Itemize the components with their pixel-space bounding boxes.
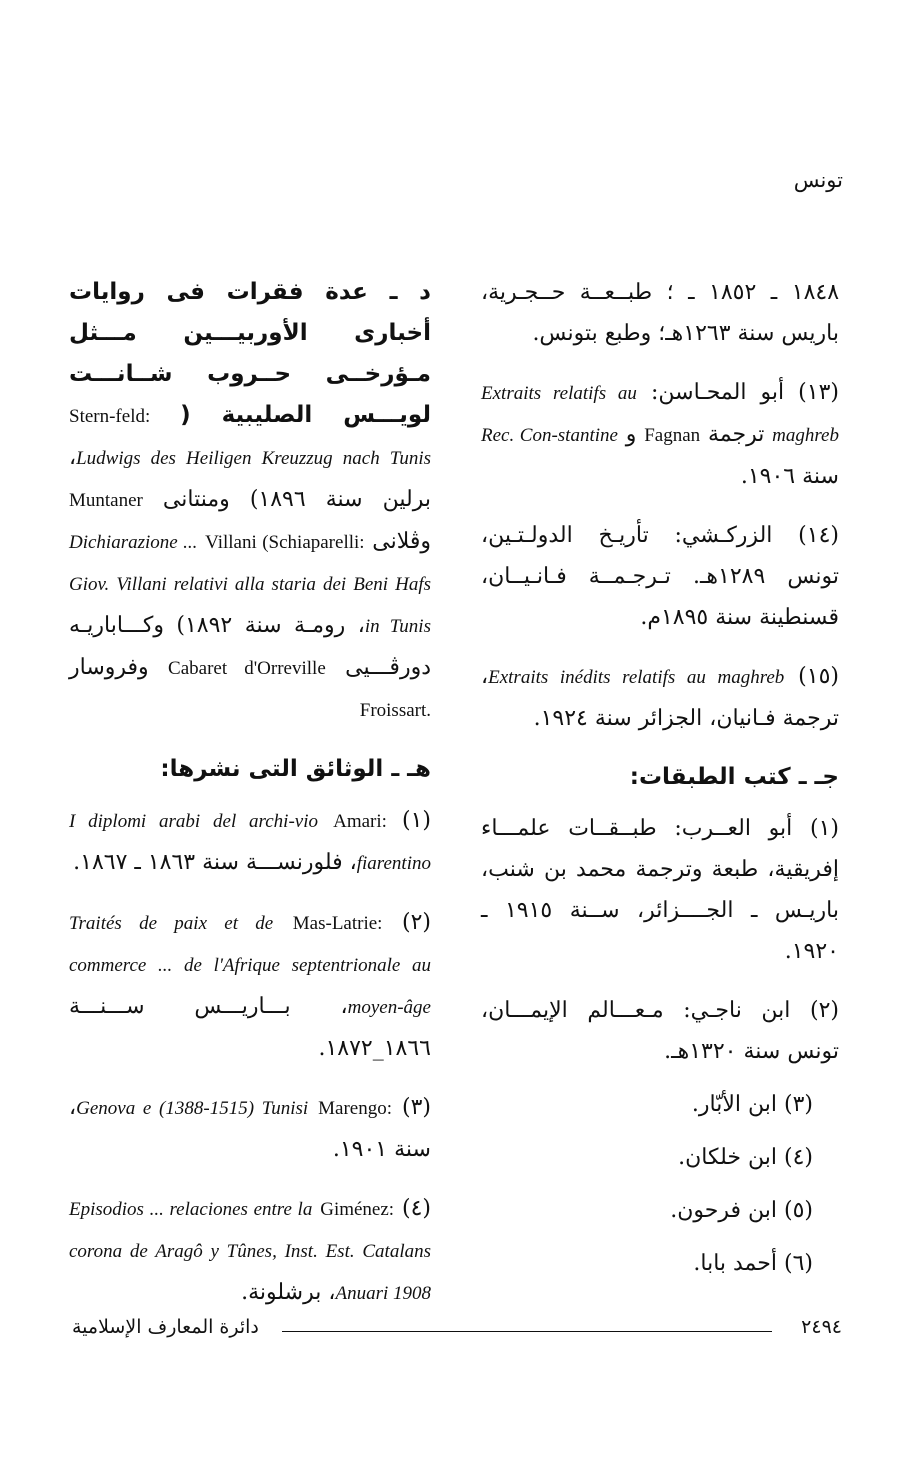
left-column bbox=[69, 272, 431, 1332]
reference-14: (١٤) الزركـشي: تأريـخ الدولـتـين، تونس ١٢٨٩هـ. تـرجـمــة فـانـيــان، قسنطينة سنة ١٨٩٥م. bbox=[481, 523, 840, 630]
right-column bbox=[481, 272, 839, 1296]
section-d-froissart: Froissart. bbox=[359, 700, 431, 721]
reference-15-number: (١٥) bbox=[798, 664, 839, 689]
section-d-froissart-ar: وفروسار bbox=[69, 655, 149, 680]
document-item-4-title: Episodios ... relaciones entre la corona de Aragô y Tûnes, Inst. Est. Catalans Anuari 1908 bbox=[69, 1199, 431, 1304]
section-d-title: Ludwigs des Heiligen Kreuzzug nach Tunis bbox=[76, 448, 431, 469]
reference-13-year: سنة ١٩٠٦. bbox=[740, 464, 839, 489]
tabaqat-item-5: (٥) ابن فرحون. bbox=[670, 1198, 813, 1223]
reference-13-author: (١٣) أبو المحـاسن: bbox=[650, 380, 839, 405]
reference-13-translation: ترجمة bbox=[707, 422, 765, 447]
footer-rule bbox=[282, 1331, 772, 1332]
tabaqat-item-6: (٦) أحمد بابا. bbox=[693, 1251, 813, 1276]
section-d-rome: ، رومـة سنة ١٨٩٢) وكـــاباريـه دورڤـــيى bbox=[69, 613, 431, 680]
tabaqat-item-3: (٣) ابن الأبّار. bbox=[691, 1092, 813, 1117]
page-number: ٢٤٩٤ bbox=[801, 1316, 842, 1338]
document-item-4 bbox=[69, 1188, 431, 1314]
document-item-4-number: (٤) bbox=[401, 1196, 431, 1221]
section-d-cabaret: Cabaret d'Orreville bbox=[168, 658, 326, 679]
reference-13-translator: Fagnan bbox=[644, 425, 701, 446]
section-d-dichiarazione: Dichiarazione ... Giov. Villani relativi alla staria dei Beni Hafs in Tunis bbox=[69, 532, 431, 637]
document-item-1-title: I diplomi arabi del archi-vio fiarentino bbox=[69, 811, 431, 874]
reference-13 bbox=[481, 372, 839, 497]
document-item-1-author: Amari: bbox=[333, 811, 387, 832]
page-footer bbox=[72, 1316, 842, 1346]
document-item-3-author: Marengo: bbox=[318, 1098, 393, 1119]
section-d bbox=[69, 272, 431, 731]
section-heading-d: د ـ عدة فقرات فى روايات أخبارى الأوربيـــين مـــثل مـؤرخــى حــروب شــانـــت لويـــس الصليبية ( bbox=[69, 279, 431, 428]
section-heading-documents: هـ ـ الوثائق التى نشرها: bbox=[160, 756, 431, 782]
document-item-1-number: (١) bbox=[402, 808, 432, 833]
document-item-2-number: (٢) bbox=[401, 910, 431, 935]
paragraph-printing-note: ١٨٤٨ ـ ١٨٥٢ ـ ؛ طبــعــة حــجـرية، باريس سنة ١٢٦٣هـ؛ وطبع بتونس. bbox=[481, 280, 840, 346]
section-d-publication: ، برلين سنة ١٨٩٦) ومنتانى bbox=[69, 445, 431, 512]
document-item-1 bbox=[69, 800, 431, 884]
section-heading-tabaqat: جـ ـ كتب الطبقات: bbox=[629, 764, 839, 790]
document-item-4-author: Giménez: bbox=[320, 1199, 395, 1220]
section-d-muntaner: Muntaner bbox=[69, 490, 143, 511]
section-d-villani: Villani (Schiaparelli: bbox=[205, 532, 365, 553]
reference-15 bbox=[481, 656, 839, 739]
tabaqat-item-4: (٤) ابن خلكان. bbox=[678, 1145, 813, 1170]
section-d-author: Stern-feld: bbox=[69, 406, 151, 427]
document-item-1-details: ، فلورنســـة سنة ١٨٦٣ ـ ١٨٦٧. bbox=[73, 850, 357, 875]
reference-13-journal: Rec. Con-stantine bbox=[481, 425, 618, 446]
reference-13-title: Extraits relatifs au maghreb bbox=[481, 383, 839, 446]
tabaqat-item-2: (٢) ابن ناجـي: مـعـــالم الإيمـــان، تونس سنة ١٣٢٠هـ. bbox=[481, 998, 839, 1064]
document-item-2-title: Traités de paix et de commerce ... de l'Afrique septentrionale au moyen-âge bbox=[69, 913, 431, 1018]
footer-title: دائرة المعارف الإسلامية bbox=[72, 1316, 259, 1338]
tabaqat-item-1: (١) أبو العــرب: طبــقــات علمـــاء إفريقية، طبعة وترجمة محمد بن شنب، باريـس ـ الجــــزائر، ســنة ١٩١٥ ـ ١٩٢٠. bbox=[481, 816, 839, 964]
section-d-villani-ar: وڤلانى bbox=[372, 529, 431, 554]
reference-15-title: Extraits inédits relatifs au maghreb bbox=[488, 667, 785, 688]
document-item-2 bbox=[69, 902, 431, 1069]
document-item-2-details: ، بـــاريـــس ســـنـــة ١٨٦٦_١٨٧٢. bbox=[69, 994, 431, 1061]
document-item-3-number: (٣) bbox=[401, 1095, 431, 1120]
document-item-3 bbox=[69, 1087, 431, 1170]
document-item-4-details: ، برشلونة. bbox=[241, 1280, 336, 1305]
running-head: تونس bbox=[793, 168, 843, 192]
document-item-3-details: ، سنة ١٩٠١. bbox=[69, 1095, 431, 1162]
document-item-3-title: Genova e (1388-1515) Tunisi bbox=[76, 1098, 309, 1119]
reference-13-and: و bbox=[625, 422, 637, 447]
document-item-2-author: Mas-Latrie: bbox=[292, 913, 383, 934]
reference-15-details: ، ترجمة فـانيان، الجزائر سنة ١٩٢٤. bbox=[481, 664, 839, 731]
